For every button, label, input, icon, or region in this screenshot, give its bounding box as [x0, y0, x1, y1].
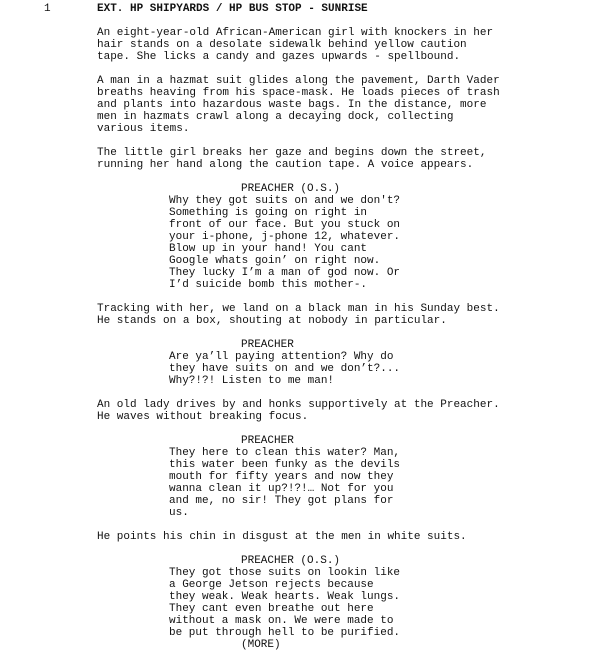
- character-cue: PREACHER: [241, 435, 294, 447]
- action-line: An old lady drives by and honks supportively at the Preacher. He waves without breaking focus.: [97, 399, 500, 423]
- dialogue: They got those suits on lookin like a George Jetson rejects because they weak. Weak hearts. Weak lungs. They cant even breathe out here without a mask on. We were made to be put through hell to be purified.: [169, 567, 401, 639]
- action-line: A man in a hazmat suit glides along the pavement, Darth Vader breaths heaving from his space-mask. He loads pieces of trash and plants into hazardous waste bags. In the distance, more men in hazmats crawl along a decaying dock, collecting various items.: [97, 75, 500, 135]
- action-line: Tracking with her, we land on a black man in his Sunday best. He stands on a box, shouting at nobody in particular.: [97, 303, 500, 327]
- more-marker: (MORE): [241, 639, 281, 651]
- character-cue: PREACHER (O.S.): [241, 555, 341, 567]
- dialogue: They here to clean this water? Man, this water been funky as the devils mouth for fifty years and now they wanna clean it up?!?!… Not for you and me, no sir! They got plans for us.: [169, 447, 401, 519]
- dialogue: Are ya’ll paying attention? Why do they have suits on and we don’t?... Why?!?! Listen to me man!: [169, 351, 401, 387]
- scene-number: 1: [44, 3, 51, 15]
- character-cue: PREACHER: [241, 339, 294, 351]
- action-line: An eight-year-old African-American girl with knockers in her hair stands on a desolate sidewalk behind yellow caution tape. She licks a candy and gazes upwards - spellbound.: [97, 27, 494, 63]
- scene-heading: EXT. HP SHIPYARDS / HP BUS STOP - SUNRISE: [97, 3, 368, 15]
- character-cue: PREACHER (O.S.): [241, 183, 341, 195]
- action-line: He points his chin in disgust at the men in white suits.: [97, 531, 467, 543]
- dialogue: Why they got suits on and we don't? Something is going on right in front of our face. But you stuck on your i-phone, j-phone 12, whatever. Blow up in your hand! You cant Google whats goin’ on right now. They lucky I’m a man of god now. Or I’d suicide bomb this mother-.: [169, 195, 401, 291]
- action-line: The little girl breaks her gaze and begins down the street, running her hand along the caution tape. A voice appears.: [97, 147, 487, 171]
